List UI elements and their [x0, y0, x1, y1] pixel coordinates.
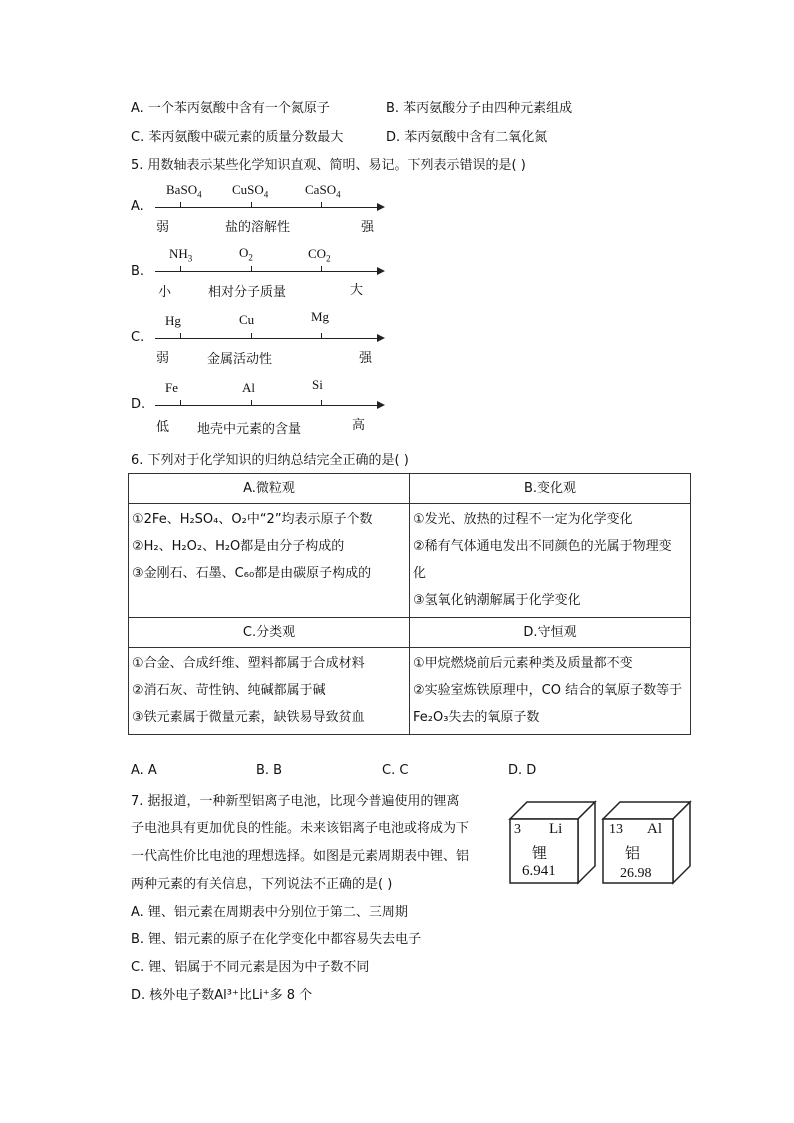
q5-axis-a-tick [321, 202, 322, 207]
cell-b-item-2: ②稀有气体通电发出不同颜色的光属于物理变 [413, 539, 672, 554]
q5-axis-c-center: 金属活动性 [207, 352, 273, 367]
q5-axis-c-item-1: Hg [165, 313, 181, 328]
q7-option-c: C. 锂、铝属于不同元素是因为中子数不同 [131, 960, 370, 975]
q7-line-2: 子电池具有更加优良的性能。未来该铝离子电池或将成为下 [131, 821, 470, 836]
q5-axis-a-center: 盐的溶解性 [225, 220, 291, 235]
q5-stem: 5. 用数轴表示某些化学知识直观、简明、易记。下列表示错误的是( ) [131, 158, 526, 173]
q5-axis-c-item-2: Cu [239, 312, 255, 327]
q7-option-a: A. 锂、铝元素在周期表中分别位于第二、三周期 [131, 905, 408, 920]
q5-axis-c-label: C. [131, 330, 145, 345]
cell-d-item-2: ②实验室炼铁原理中，CO 结合的氧原子数等于 [413, 683, 683, 698]
q6-option-a: A. A [131, 763, 157, 778]
q5-axis-b-tick [321, 266, 322, 271]
q5-axis-b-tick [251, 266, 252, 271]
table-head-c: C.分类观 [129, 618, 410, 648]
li-name: 锂 [532, 844, 548, 862]
q4-option-d: D. 苯丙氨酸中含有二氧化氮 [386, 130, 548, 145]
q5-axis-b-line [155, 271, 379, 272]
cell-b-item-3: ③氢氧化钠潮解属于化学变化 [413, 593, 581, 608]
q5-axis-a-item-2: CuSO$_4$ [232, 182, 269, 200]
q4-option-a: A. 一个苯丙氨酸中含有一个氮原子 [131, 101, 330, 116]
q7-line-4: 两种元素的有关信息，下列说法不正确的是( ) [131, 877, 393, 892]
cell-a-item-1: ①2Fe、H₂SO₄、O₂中“2”均表示原子个数 [132, 512, 373, 527]
q5-axis-d-tick [321, 400, 322, 405]
q5-axis-d-tick [180, 400, 181, 405]
cell-a-item-2: ②H₂、H₂O₂、H₂O都是由分子构成的 [132, 539, 345, 554]
table-cell-c [129, 648, 410, 735]
q6-option-d: D. D [508, 763, 537, 778]
cell-c-item-3: ③铁元素属于微量元素，缺铁易导致贫血 [132, 710, 365, 725]
cell-c-item-1: ①合金、合成纤维、塑料都属于合成材料 [132, 656, 365, 671]
cell-a-item-3: ③金刚石、石墨、C₆₀都是由碳原子构成的 [132, 566, 372, 581]
q6-stem: 6. 下列对于化学知识的归纳总结完全正确的是( ) [131, 453, 409, 468]
cell-c-item-2: ②消石灰、苛性钠、纯碱都属于碱 [132, 683, 326, 698]
q5-axis-a-tick [180, 202, 181, 207]
q5-axis-d-item-3: Si [312, 377, 323, 392]
q5-axis-a-left: 弱 [156, 220, 170, 235]
q7-option-b: B. 锂、铝元素的原子在化学变化中都容易失去电子 [131, 932, 422, 947]
q7-line-1: 7. 据报道，一种新型铝离子电池，比现今普遍使用的锂离 [131, 794, 460, 809]
table-cell-b [410, 504, 691, 618]
q7-option-d: D. 核外电子数Al³⁺比Li⁺多 8 个 [131, 988, 313, 1003]
q6-option-c: C. C [382, 763, 409, 778]
al-symbol: Al [647, 821, 662, 837]
q5-axis-c-left: 弱 [156, 351, 170, 366]
q5-axis-d-line [155, 405, 379, 406]
q5-axis-a-item-1: BaSO$_4$ [166, 182, 202, 200]
q5-axis-c-tick [321, 333, 322, 338]
q5-axis-a-right: 强 [361, 220, 375, 235]
q5-axis-a-line [155, 207, 379, 208]
q5-axis-a-item-3: CaSO$_4$ [305, 182, 341, 200]
q5-axis-c-tick [180, 333, 181, 338]
table-head-a: A.微粒观 [129, 474, 410, 504]
q5-axis-d-right: 高 [352, 418, 366, 433]
table-head-d: D.守恒观 [410, 618, 691, 648]
q4-option-c: C. 苯丙氨酸中碳元素的质量分数最大 [131, 130, 344, 145]
li-symbol: Li [549, 821, 563, 837]
q5-axis-b-item-2: $O_2$ [239, 245, 253, 263]
q5-axis-d-center: 地壳中元素的含量 [197, 422, 302, 437]
q6-option-b: B. B [256, 763, 283, 778]
q5-axis-c-right: 强 [359, 351, 373, 366]
cell-d-item-2-cont: Fe₂O₃失去的氧原子数 [413, 710, 540, 725]
q4-option-b: B. 苯丙氨酸分子由四种元素组成 [386, 101, 573, 116]
knowledge-table [128, 473, 691, 735]
q5-axis-c-item-3: Mg [311, 309, 330, 324]
cell-b-item-2-cont: 化 [413, 566, 427, 581]
q5-axis-b-label: B. [131, 264, 145, 279]
q5-axis-d-label: D. [131, 397, 146, 412]
q5-axis-b-tick [180, 266, 181, 271]
table-cell-d [410, 648, 691, 735]
al-atomic-mass: 26.98 [620, 866, 652, 881]
q5-axis-c-line [155, 338, 379, 339]
q5-axis-c-tick [251, 333, 252, 338]
table-head-b: B.变化观 [410, 474, 691, 504]
q7-line-3: 一代高性价比电池的理想选择。如图是元素周期表中锂、铝 [131, 849, 470, 864]
cell-d-item-1: ①甲烷燃烧前后元素种类及质量都不变 [413, 656, 633, 671]
q5-axis-d-tick [251, 400, 252, 405]
q5-axis-a-tick [251, 202, 252, 207]
q5-axis-b-center: 相对分子质量 [208, 285, 287, 300]
q5-axis-b-item-3: $CO_2$ [308, 246, 331, 264]
al-name: 铝 [625, 844, 641, 862]
q5-axis-b-left: 小 [158, 285, 172, 300]
cell-b-item-1: ①发光、放热的过程不一定为化学变化 [413, 512, 633, 527]
table-cell-a [129, 504, 410, 618]
q5-axis-d-left: 低 [156, 420, 170, 435]
q5-axis-a-label: A. [131, 199, 144, 214]
q5-axis-d-item-1: Fe [165, 380, 178, 395]
q5-axis-d-item-2: Al [242, 380, 255, 395]
li-atomic-number: 3 [514, 822, 521, 837]
q5-axis-b-item-1: $NH_3$ [169, 246, 193, 264]
li-atomic-mass: 6.941 [522, 863, 556, 879]
al-atomic-number: 13 [609, 822, 623, 837]
q5-axis-b-right: 大 [350, 283, 364, 298]
